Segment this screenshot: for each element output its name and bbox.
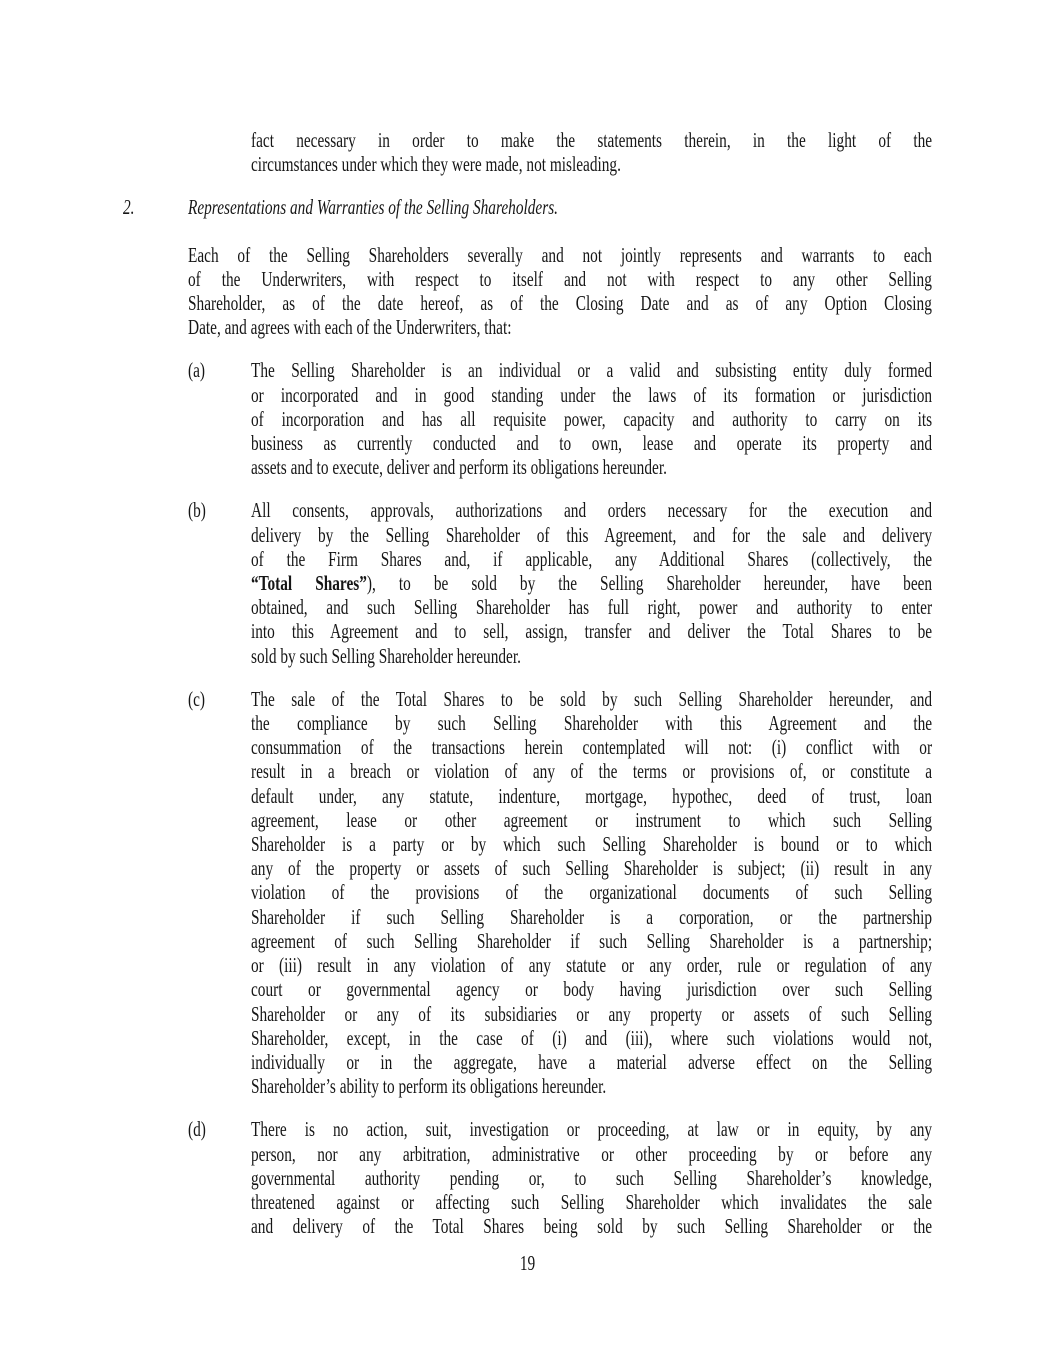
text-line: agreement of such Selling Shareholder if such Selling Shareholder is a partnership; (250, 928, 933, 953)
page-footer (0, 1251, 1055, 1275)
text-line: of the Underwriters, with respect to itself and not with respect to any other Selling (188, 266, 932, 291)
text-line: Each of the Selling Shareholders severally and not jointly represents and warrants to each (188, 242, 932, 267)
text-line: or incorporated and in good standing under the laws of its formation or jurisdiction (250, 382, 933, 407)
text-line: All consents, approvals, authorizations and orders necessary for the execution and (250, 498, 933, 523)
text-line: or (iii) result in any violation of any statute or any order, rule or regulation of any (250, 953, 933, 978)
section-number: 2. (123, 195, 135, 220)
text-line: threatened against or affecting such Selling Shareholder which invalidates the sale (250, 1189, 933, 1214)
text-line: The sale of the Total Shares to be sold by such Selling Shareholder hereunder, and (250, 686, 933, 711)
section-title: Representations and Warranties of the Selling Shareholders. (187, 195, 559, 220)
text-line: the compliance by such Selling Shareholder with this Agreement and the (250, 711, 933, 736)
text-line: of incorporation and has all requisite power, capacity and authority to carry on its (250, 406, 933, 431)
text-line: of the Firm Shares and, if applicable, any Additional Shares (collectively, the (250, 546, 933, 571)
text-line: governmental authority pending or, to such Selling Shareholder’s knowledge, (250, 1165, 933, 1190)
text-line: obtained, and such Selling Shareholder has full right, power and authority to enter (250, 595, 933, 620)
text-line: Shareholder’s ability to perform its obligations hereunder. (250, 1074, 607, 1099)
paragraph (251, 128, 1055, 176)
text-line: Date, and agrees with each of the Underwriters, that: (188, 315, 512, 340)
text-line: consummation of the transactions herein contemplated will not: (i) conflict with or (250, 735, 933, 760)
section-heading-inner (123, 195, 999, 219)
text-line: circumstances under which they were made, not misleading. (251, 152, 621, 177)
text-line: Shareholder if such Selling Shareholder is a corporation, or the partnership (250, 904, 933, 929)
list-item-c (188, 687, 1055, 1098)
document-body (0, 128, 1055, 1257)
item-text (251, 358, 932, 479)
text-line: The Selling Shareholder is an individual or a valid and subsisting entity duly formed (250, 358, 933, 383)
text-line: agreement, lease or other agreement or instrument to which such Selling (250, 807, 933, 832)
paragraph-inner (251, 128, 932, 176)
item-text (251, 498, 932, 667)
page-number: 19 (519, 1251, 536, 1275)
list-item-b (188, 498, 1055, 667)
text-line: into this Agreement and to sell, assign, transfer and deliver the Total Shares to be (250, 619, 933, 644)
paragraph-inner (188, 358, 932, 479)
list-item-a (188, 358, 1055, 479)
text-line: delivery by the Selling Shareholder of this Agreement, and for the sale and delivery (250, 522, 933, 547)
text-line: violation of the provisions of the organizational documents of such Selling (250, 880, 933, 905)
list-item-d (188, 1117, 1055, 1238)
text-line: result in a breach or violation of any of the terms or provisions of, or constitute a (250, 759, 933, 784)
text-line: and delivery of the Total Shares being sold by such Selling Shareholder or the (250, 1214, 933, 1239)
item-label: (d) (188, 1117, 206, 1142)
item-text (251, 1117, 932, 1238)
text-line (251, 571, 932, 595)
paragraph (188, 243, 1055, 340)
item-text (251, 687, 932, 1098)
paragraph-inner (188, 687, 932, 1098)
section-heading (123, 195, 1055, 219)
text-line: Shareholder, as of the date hereof, as of the Closing Date and as of any Option Closing (188, 291, 932, 316)
paragraph-inner (188, 1117, 932, 1238)
text-line: person, nor any arbitration, administrative or other proceeding by or before any (250, 1141, 933, 1166)
item-label: (b) (188, 498, 206, 523)
paragraph-inner (188, 243, 932, 340)
item-label: (a) (188, 358, 206, 383)
text-line: assets and to execute, deliver and perform its obligations hereunder. (250, 455, 667, 480)
item-label: (c) (188, 686, 206, 711)
paragraph-inner (188, 498, 932, 667)
text-segment: ), to be sold by the Selling Shareholder hereunder, have been (366, 571, 933, 596)
text-line: Shareholder or any of its subsidiaries or any property or assets of such Selling (250, 1001, 933, 1026)
text-line: any of the property or assets of such Selling Shareholder is subject; (ii) result in any (250, 856, 933, 881)
text-line: business as currently conducted and to own, lease and operate its property and (250, 431, 933, 456)
text-line: court or governmental agency or body having jurisdiction over such Selling (250, 977, 933, 1002)
text-line: There is no action, suit, investigation or proceeding, at law or in equity, by any (250, 1117, 933, 1142)
defined-term: “Total Shares” (250, 571, 367, 596)
text-line: Shareholder, except, in the case of (i) and (iii), where such violations would not, (250, 1025, 933, 1050)
text-line: individually or in the aggregate, have a material adverse effect on the Selling (250, 1049, 933, 1074)
text-line: fact necessary in order to make the statements therein, in the light of the (251, 128, 933, 152)
text-line: sold by such Selling Shareholder hereunder. (250, 643, 521, 668)
text-line: Shareholder is a party or by which such Selling Shareholder is bound or to which (250, 832, 933, 857)
text-line: default under, any statute, indenture, mortgage, hypothec, deed of trust, loan (250, 783, 933, 808)
